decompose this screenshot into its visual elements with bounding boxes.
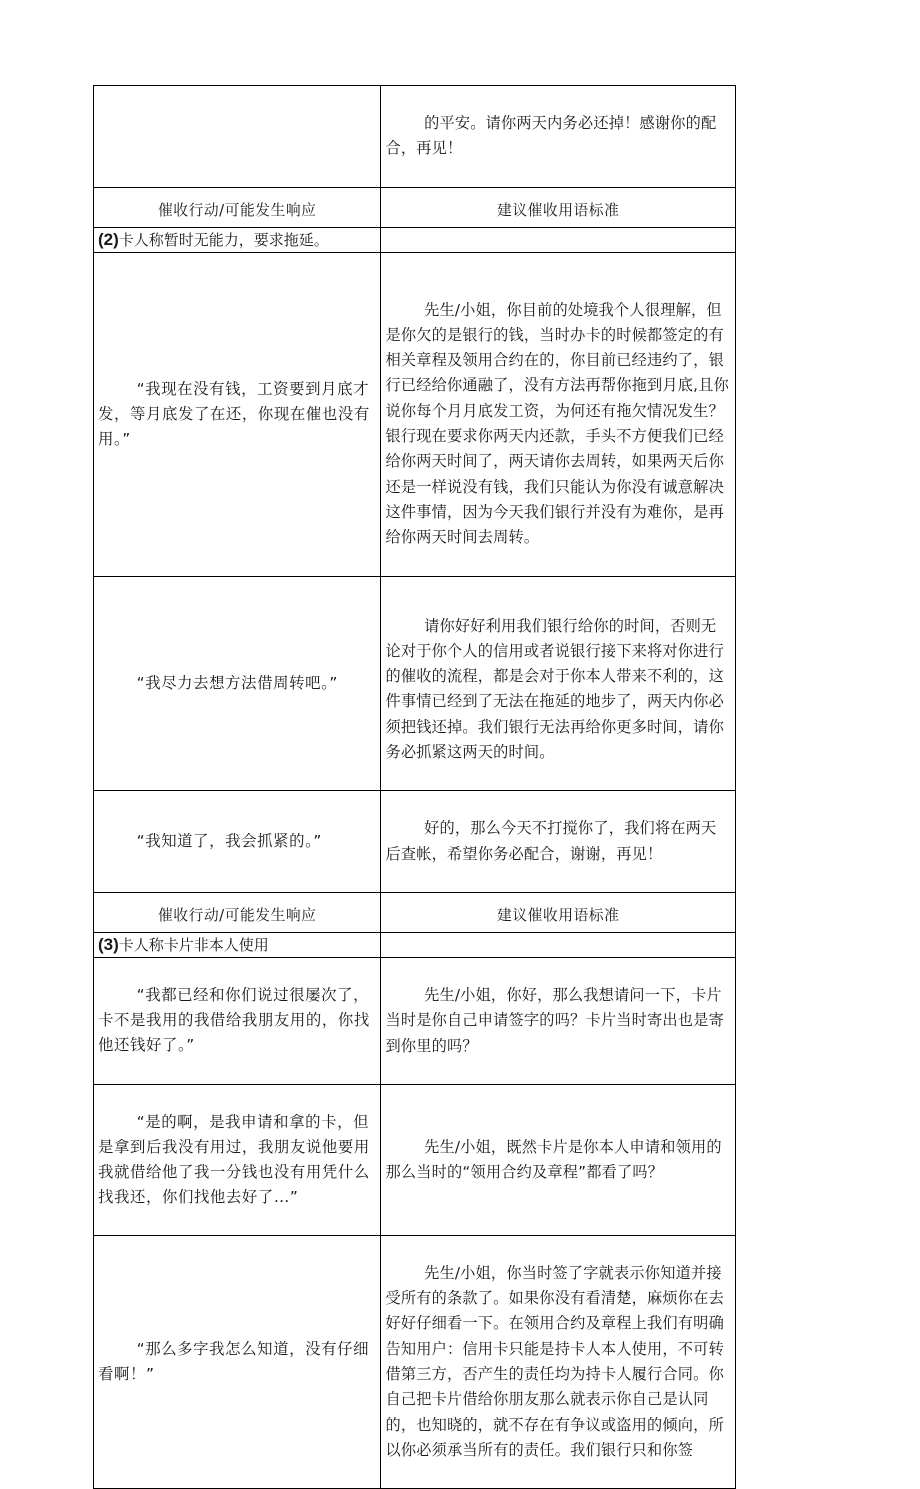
script-text: 请你好好利用我们银行给你的时间，否则无论对于你个人的信用或者说银行接下来将对你进行的催收的流程，都是会对于你本人带来不利的，这件事情已经到了无法在拖延的地步了，两天内你必须把钱还掉。我们银行无法再给你更多时间，请你务必抓紧这两天的时间。 — [385, 616, 724, 762]
script-text: 先生/小姐，既然卡片是你本人申请和领用的那么当时的“领用合约及章程”都看了吗？ — [385, 1137, 722, 1181]
response-cell — [94, 1235, 381, 1488]
section-number: (2) — [98, 229, 119, 249]
table-row — [94, 86, 736, 188]
table-row — [94, 576, 736, 791]
script-cell — [381, 957, 736, 1084]
response-text: “那么多字我怎么知道，没有仔细看啊！” — [98, 1340, 370, 1384]
response-cell — [94, 86, 381, 188]
section-title-cell — [94, 932, 381, 957]
section-title: 卡人称卡片非本人使用 — [118, 935, 269, 954]
column-header-script: 建议催收用语标准 — [381, 892, 736, 932]
script-text: 先生/小姐，你目前的处境我个人很理解，但是你欠的是银行的钱，当时办卡的时候都签定的有相关章程及领用合约在的，你目前已经违约了，银行已经给你通融了，没有方法再帮你拖到月底,且你说你每个月月底发工资，为何还有拖欠情况发生？银行现在要求你两天内还款，手头不方便我们已经给你两天时间了，两天请你去周转，如果两天后你还是一样说没有钱，我们只能认为你没有诚意解决这件事情，因为今天我们银行并没有为难你，是再给你两天时间去周转。 — [385, 300, 729, 547]
script-cell — [381, 791, 736, 893]
script-text: 好的，那么今天不打搅你了，我们将在两天后查帐，希望你务必配合，谢谢，再见！ — [385, 819, 717, 863]
section-number: (3) — [98, 934, 119, 954]
table-header-row — [94, 187, 736, 227]
response-cell — [94, 957, 381, 1084]
script-text: 的平安。请你两天内务必还掉！感谢你的配合，再见！ — [385, 114, 717, 158]
table-header-row — [94, 892, 736, 932]
response-text: “我知道了，我会抓紧的。” — [136, 832, 322, 851]
script-cell — [381, 252, 736, 576]
column-header-script: 建议催收用语标准 — [381, 187, 736, 227]
script-cell — [381, 1235, 736, 1488]
table-row — [94, 1235, 736, 1488]
script-text: 先生/小姐，你好，那么我想请问一下，卡片当时是你自己申请签字的吗？卡片当时寄出也是寄到你里的吗？ — [385, 985, 724, 1055]
section-title: 卡人称暂时无能力，要求拖延。 — [118, 230, 329, 249]
response-cell — [94, 791, 381, 893]
response-text: “我尽力去想方法借周转吧。” — [136, 673, 338, 692]
column-header-response: 催收行动/可能发生响应 — [94, 892, 381, 932]
section-row — [94, 932, 736, 957]
response-cell — [94, 252, 381, 576]
response-cell — [94, 1084, 381, 1235]
response-cell — [94, 576, 381, 791]
response-text: “我现在没有钱，工资要到月底才发，等月底发了在还，你现在催也没有用。” — [98, 379, 370, 448]
table-row — [94, 252, 736, 576]
script-cell — [381, 576, 736, 791]
table-row — [94, 791, 736, 893]
table-row — [94, 1084, 736, 1235]
section-empty-cell — [381, 932, 736, 957]
column-header-response: 催收行动/可能发生响应 — [94, 187, 381, 227]
response-text: “是的啊，是我申请和拿的卡，但是拿到后我没有用过，我朋友说他要用我就借给他了我一分钱也没有用凭什么找我还，你们找他去好了…” — [98, 1112, 370, 1206]
collection-script-table — [93, 85, 736, 1489]
response-text: “我都已经和你们说过很屡次了，卡不是我用的我借给我朋友用的，你找他还钱好了。” — [98, 985, 370, 1054]
script-cell — [381, 86, 736, 188]
section-title-cell — [94, 227, 381, 252]
script-cell — [381, 1084, 736, 1235]
table-row — [94, 957, 736, 1084]
section-empty-cell — [381, 227, 736, 252]
script-text: 先生/小姐，你当时签了字就表示你知道并接受所有的条款了。如果你没有看清楚，麻烦你在去好好仔细看一下。在领用合约及章程上我们有明确告知用户：信用卡只能是持卡人本人使用，不可转借第三方，否产生的责任均为持卡人履行合同。你自己把卡片借给你朋友那么就表示你自己是认同的，也知晓的，就不存在有争议或盗用的倾向，所以你必须承当所有的责任。我们银行只和你签 — [385, 1263, 724, 1459]
section-row — [94, 227, 736, 252]
